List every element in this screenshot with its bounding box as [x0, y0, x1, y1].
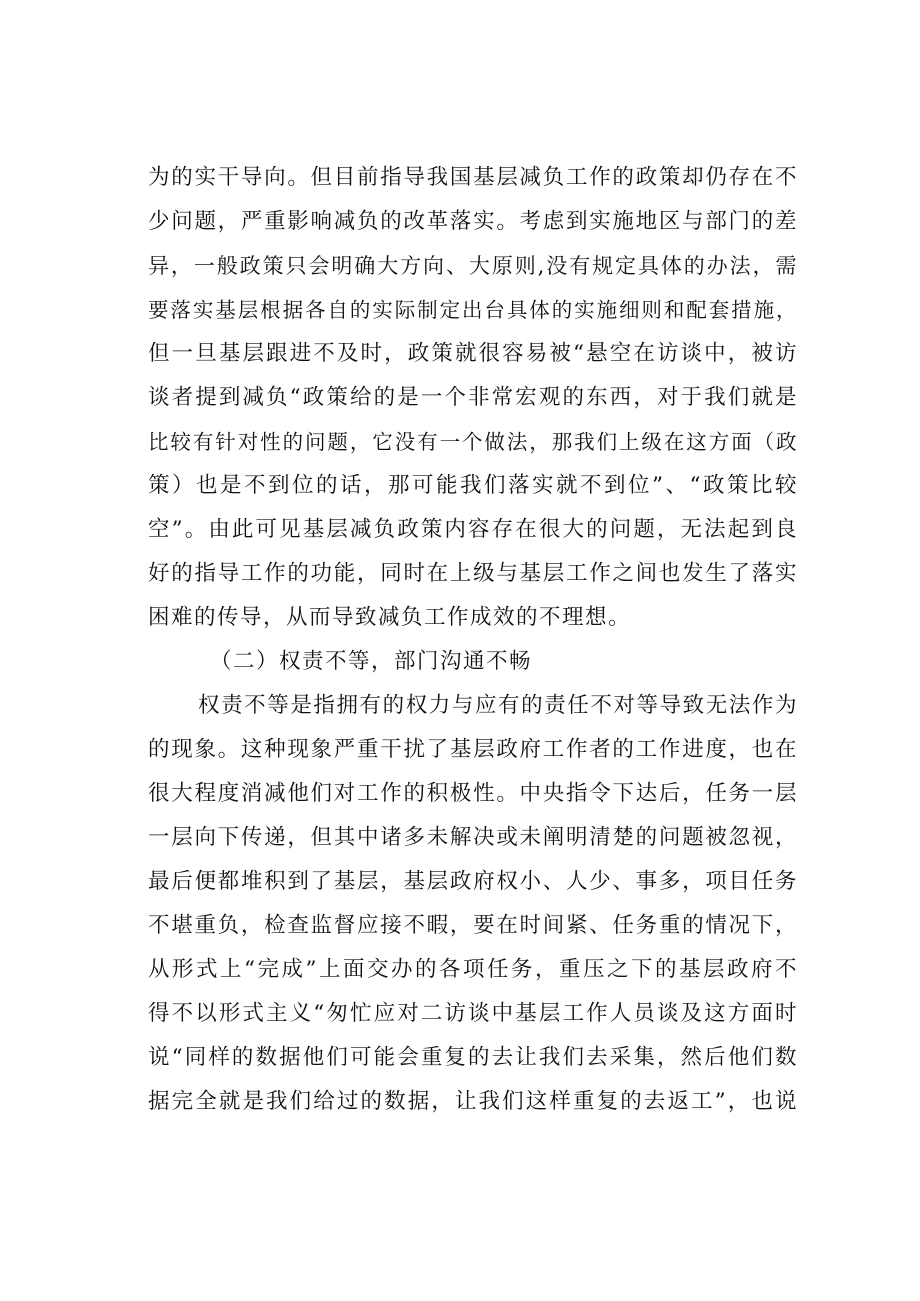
- section-heading: （二）权责不等，部门沟通不畅: [210, 649, 533, 674]
- paragraph-2-line: 据完全就是我们给过的数据，让我们这样重复的去返工”，也说: [148, 1089, 798, 1114]
- paragraph-1-line: 为的实干导向。但目前指导我国基层减负工作的政策却仍存在不: [148, 165, 798, 190]
- paragraph-1-line: 策）也是不到位的话，那可能我们落实就不到位”、“政策比较: [148, 473, 798, 498]
- paragraph-1-line: 比较有针对性的问题，它没有一个做法，那我们上级在这方面（政: [148, 430, 798, 454]
- paragraph-2-line: 最后便都堆积到了基层，基层政府权小、人少、事多，项目任务: [148, 869, 798, 894]
- paragraph-1-line: 要落实基层根据各自的实际制定出台具体的实施细则和配套措施，: [148, 298, 798, 322]
- paragraph-2-line: 的现象。这种现象严重干扰了基层政府工作者的工作进度，也在: [148, 737, 798, 762]
- paragraph-1-line: 谈者提到减负“政策给的是一个非常宏观的东西，对于我们就是: [148, 385, 798, 410]
- paragraph-2-line: 不堪重负，检查监督应接不暇，要在时间紧、任务重的情况下，: [148, 913, 798, 938]
- paragraph-2-line: 说“同样的数据他们可能会重复的去让我们去采集，然后他们数: [148, 1045, 798, 1070]
- paragraph-2-line: 一层向下传递，但其中诸多未解决或未阐明清楚的问题被忽视，: [148, 825, 798, 850]
- paragraph-2-line: 得不以形式主义“匆忙应对二访谈中基层工作人员谈及这方面时: [148, 1001, 798, 1026]
- paragraph-2-line: 很大程度消减他们对工作的积极性。中央指令下达后，任务一层: [148, 781, 798, 806]
- paragraph-1-line: 异，一般政策只会明确大方向、大原则,没有规定具体的办法，需: [148, 254, 798, 278]
- paragraph-1-line: 空”。由此可见基层减负政策内容存在很大的问题，无法起到良: [148, 517, 798, 542]
- paragraph-2-line: 从形式上“完成”上面交办的各项任务，重压之下的基层政府不: [148, 957, 798, 982]
- paragraph-1-line: 困难的传导，从而导致减负工作成效的不理想。: [148, 605, 632, 630]
- paragraph-1-line: 少问题，严重影响减负的改革落实。考虑到实施地区与部门的差: [148, 209, 798, 234]
- paragraph-1-line: 好的指导工作的功能，同时在上级与基层工作之间也发生了落实: [148, 561, 798, 586]
- paragraph-2-line: 权责不等是指拥有的权力与应有的责任不对等导致无法作为: [198, 693, 798, 718]
- paragraph-1-line: 但一旦基层跟进不及时，政策就很容易被“悬空在访谈中，被访: [148, 341, 798, 366]
